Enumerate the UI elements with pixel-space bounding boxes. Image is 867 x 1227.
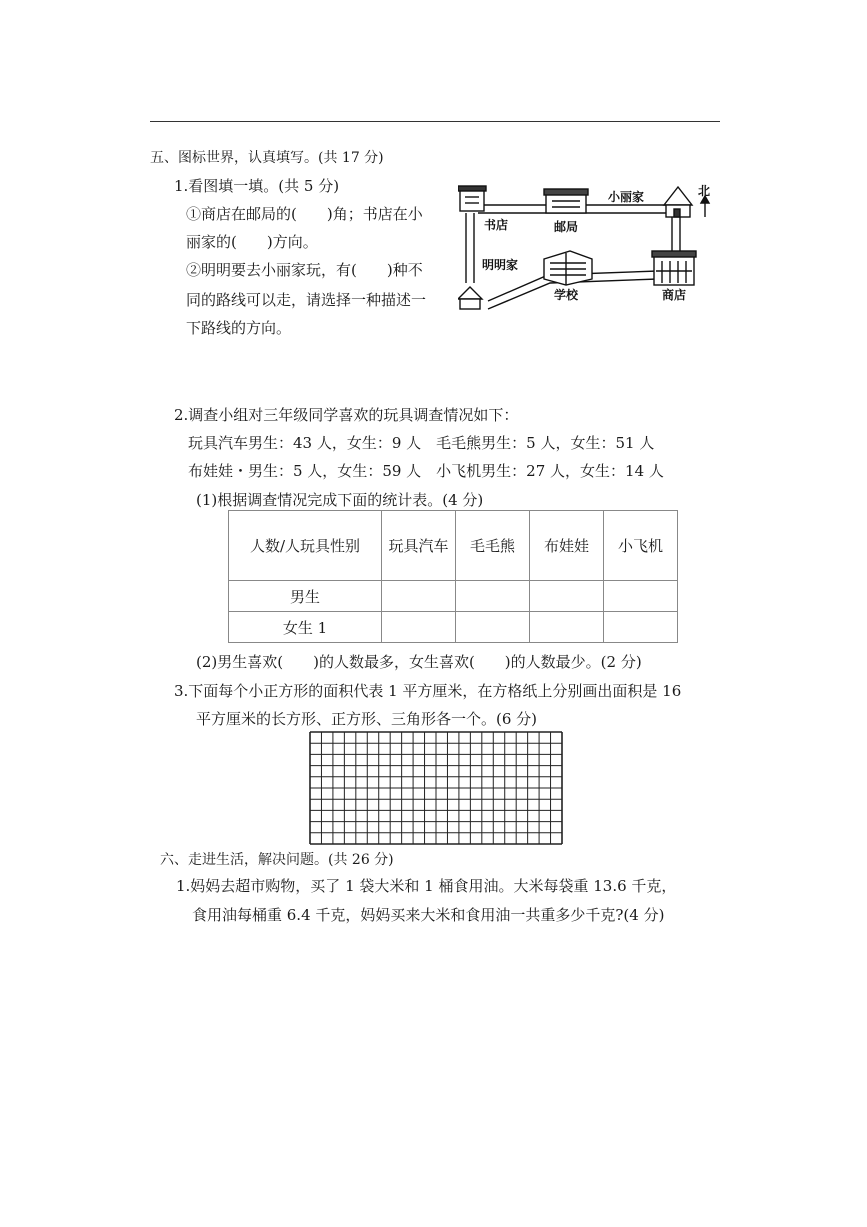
table-cell[interactable] xyxy=(456,612,530,643)
row-label: 男生 xyxy=(229,581,382,612)
s6-q1-line1: 1.妈妈去超市购物，买了 1 袋大米和 1 桶食用油。大米每袋重 13.6 千克， xyxy=(176,877,677,895)
label-school: 学校 xyxy=(554,288,579,302)
label-shop: 商店 xyxy=(662,288,687,302)
table-header-cell: 毛毛熊 xyxy=(456,511,530,581)
label-post-office: 邮局 xyxy=(554,220,579,234)
q1-line3: ②明明要去小丽家玩，有( )种不 xyxy=(186,261,423,279)
table-header-row xyxy=(229,511,678,581)
label-mingming-home: 明明家 xyxy=(482,258,519,272)
statistics-table xyxy=(228,510,678,643)
s6-q1-line2: 食用油每桶重 6.4 千克，妈妈买来大米和食用油一共重多少千克?(4 分) xyxy=(192,906,665,924)
q2-sub2: (2)男生喜欢( )的人数最多，女生喜欢( )的人数最少。(2 分) xyxy=(196,653,642,671)
table-header-cell: 玩具汽车 xyxy=(382,511,456,581)
table-cell[interactable] xyxy=(456,581,530,612)
table-row xyxy=(229,612,678,643)
table-header-cell: 布娃娃 xyxy=(530,511,604,581)
north-arrow xyxy=(701,196,709,217)
shop-building xyxy=(652,251,696,285)
table-cell[interactable] xyxy=(604,612,678,643)
table-cell[interactable] xyxy=(530,612,604,643)
mingming-house xyxy=(458,287,482,309)
school-building xyxy=(544,251,592,285)
table-cell[interactable] xyxy=(530,581,604,612)
label-xiaoli-home: 小丽家 xyxy=(608,190,645,204)
table-cell[interactable] xyxy=(382,581,456,612)
section5-title: 五、图标世界，认真填写。(共 17 分) xyxy=(150,150,384,166)
road-left xyxy=(466,213,474,283)
q2-data1: 玩具汽车男生：43 人，女生：9 人 毛毛熊男生：5 人，女生：51 人 xyxy=(188,434,655,452)
q2-title: 2.调查小组对三年级同学喜欢的玩具调查情况如下： xyxy=(174,406,519,424)
q2-data2: 布娃娃・男生：5 人，女生：59 人 小飞机男生：27 人，女生：14 人 xyxy=(188,462,664,480)
q1-line2: 丽家的( )方向。 xyxy=(186,233,318,251)
q1-title: 1.看图填一填。(共 5 分) xyxy=(174,177,340,195)
table-header-cell: 小飞机 xyxy=(604,511,678,581)
xiaoli-house xyxy=(664,187,692,217)
table-row xyxy=(229,581,678,612)
label-bookstore: 书店 xyxy=(484,218,509,232)
label-north: 北 xyxy=(698,184,711,198)
header-rule xyxy=(150,121,720,122)
row-label: 女生 1 xyxy=(229,612,382,643)
q1-line5: 下路线的方向。 xyxy=(186,319,292,337)
bookstore-building xyxy=(458,186,486,211)
road-right xyxy=(672,213,680,255)
q3-line2: 平方厘米的长方形、正方形、三角形各一个。(6 分) xyxy=(196,710,538,728)
table-header-cell: 人数/人玩具性别 xyxy=(229,511,382,581)
table-cell[interactable] xyxy=(604,581,678,612)
q2-sub1: (1)根据调查情况完成下面的统计表。(4 分) xyxy=(196,491,484,509)
square-grid-paper[interactable] xyxy=(309,731,563,845)
q1-line1: ①商店在邮局的( )角；书店在小 xyxy=(186,205,423,223)
section6-title: 六、走进生活，解决问题。(共 26 分) xyxy=(160,852,394,868)
q3-line1: 3.下面每个小正方形的面积代表 1 平方厘米，在方格纸上分别画出面积是 16 xyxy=(174,682,682,700)
route-map xyxy=(458,183,720,311)
q1-line4: 同的路线可以走，请选择一种描述一 xyxy=(186,291,427,309)
post-office-building xyxy=(544,189,588,213)
table-cell[interactable] xyxy=(382,612,456,643)
